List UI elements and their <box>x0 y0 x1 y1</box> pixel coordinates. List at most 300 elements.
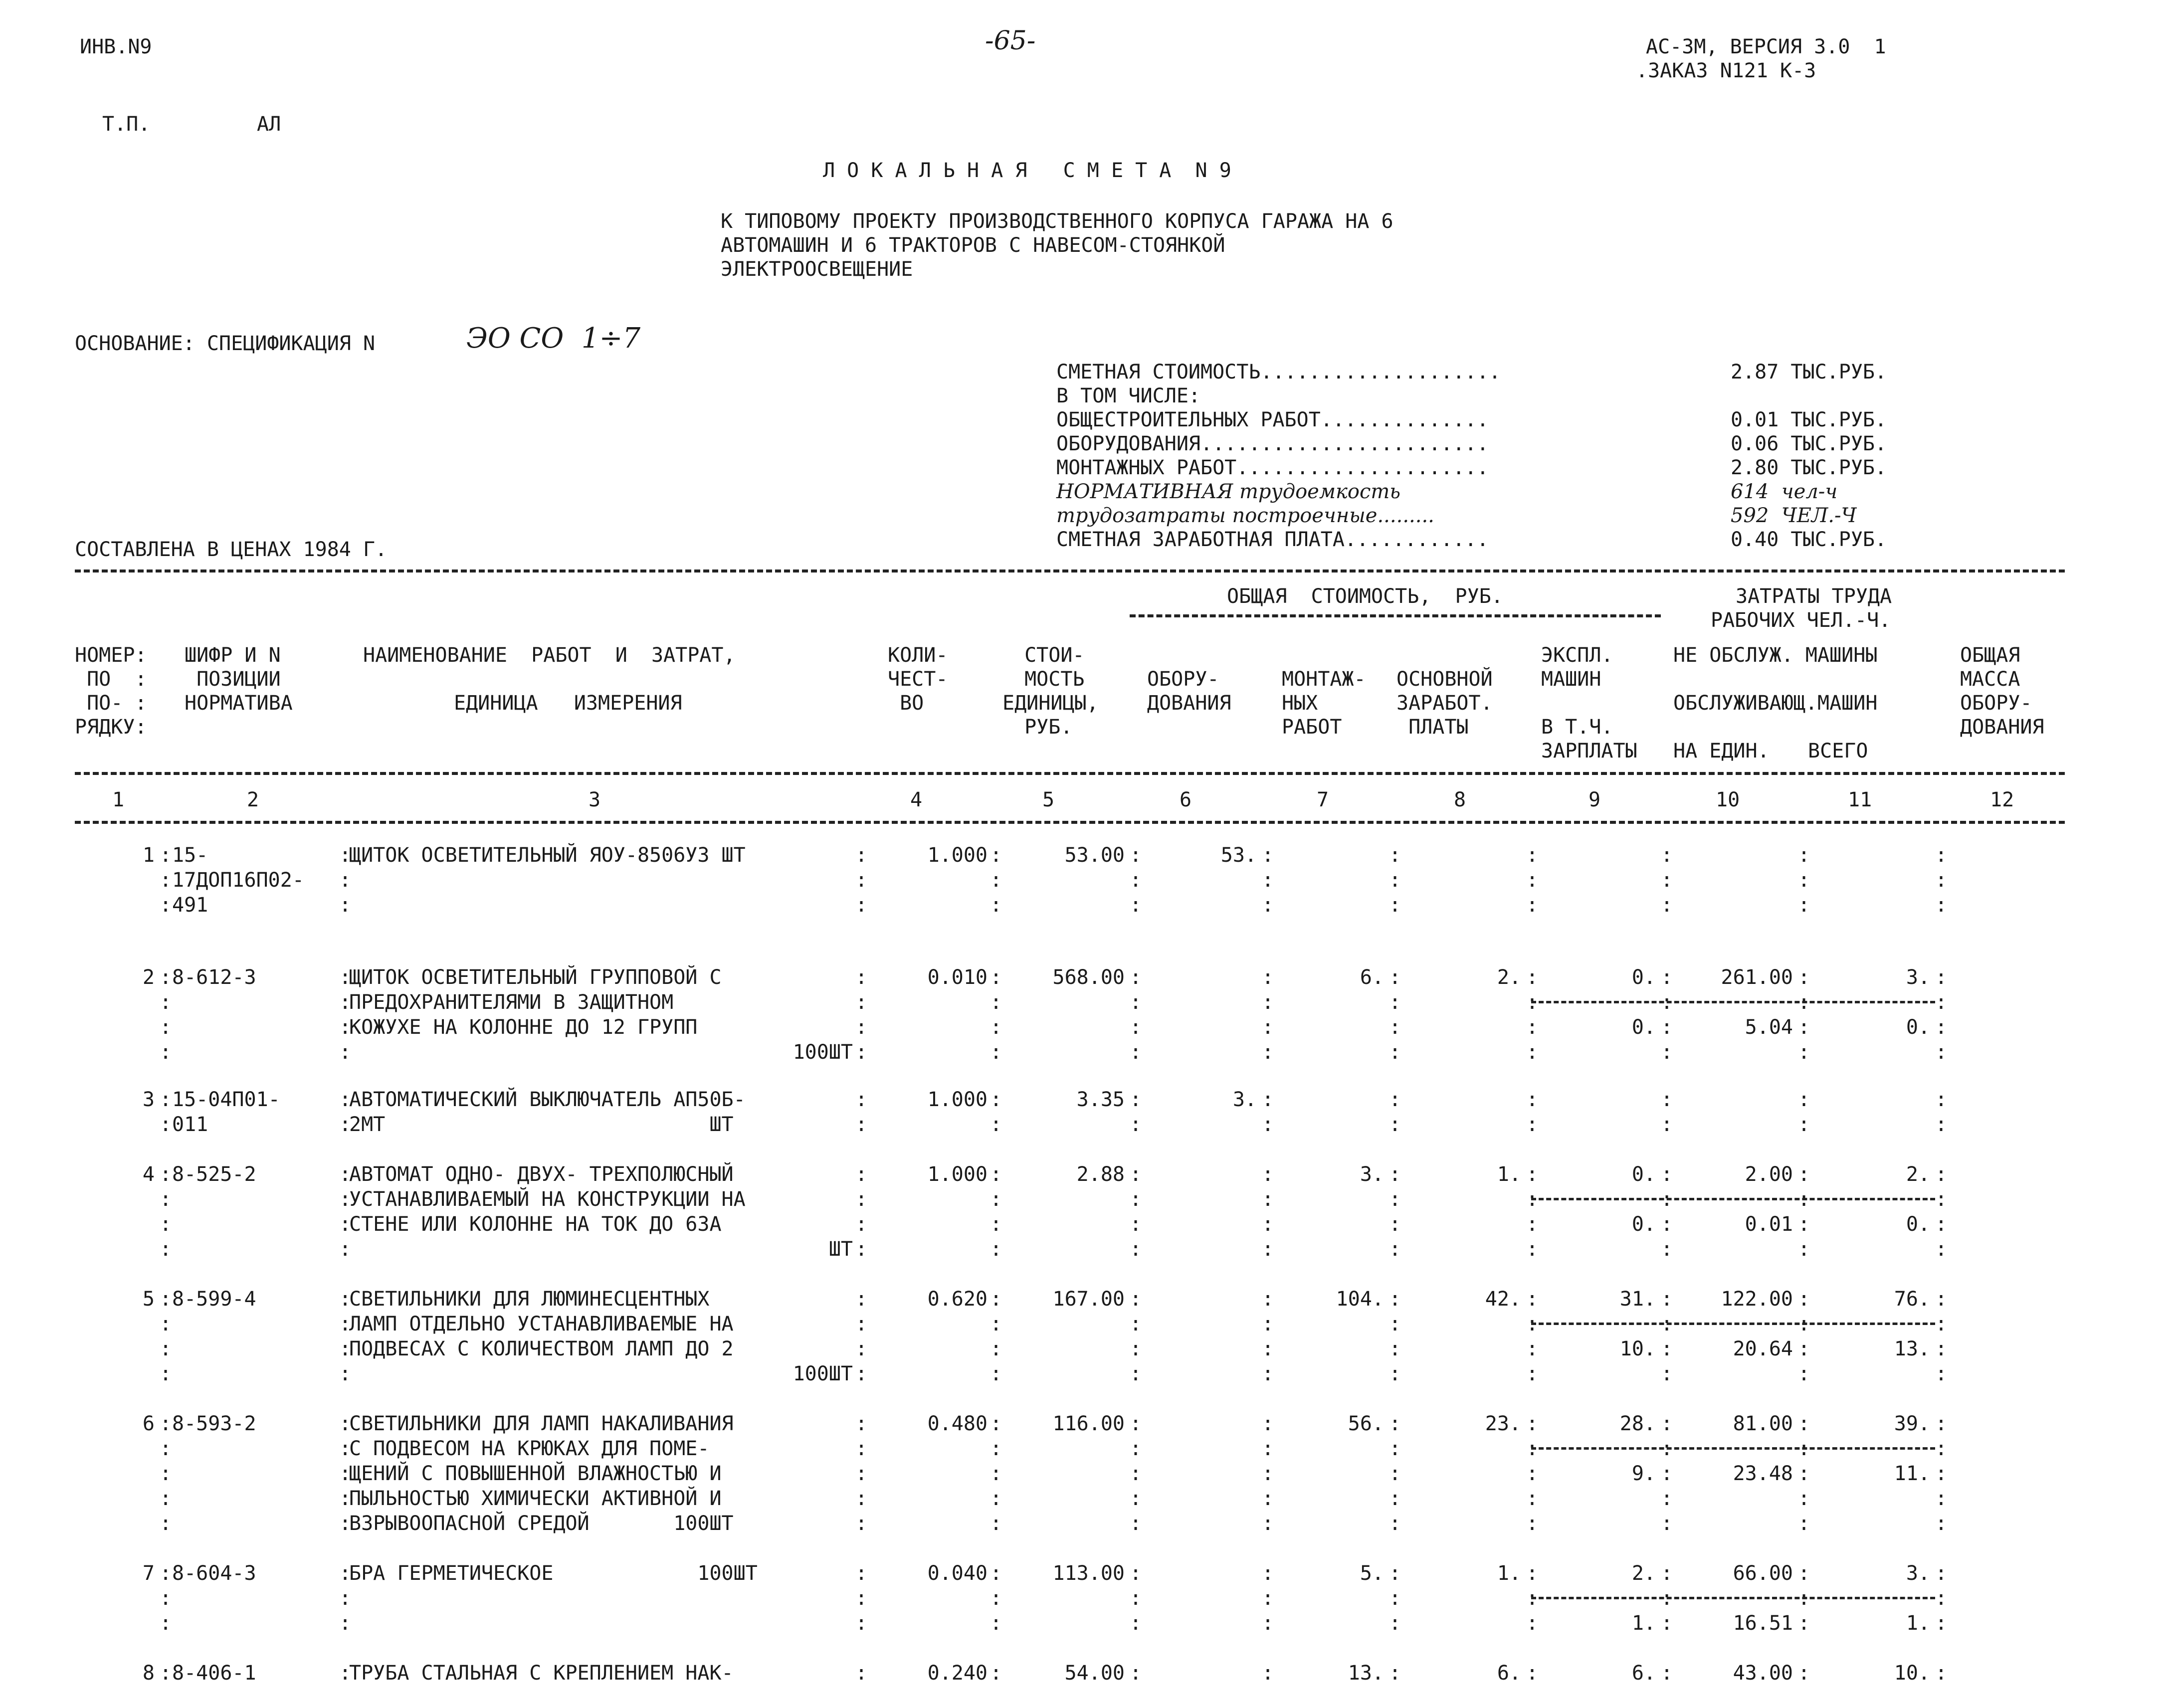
column-separator: : <box>1661 894 1673 917</box>
row-labor-unit: 2.00 <box>1745 1163 1793 1186</box>
column-separator: : <box>339 1238 352 1261</box>
column-separator: : <box>160 966 172 989</box>
column-separator: : <box>1661 1362 1673 1385</box>
summary-label: НОРМАТИВНАЯ трудоемкость <box>1056 480 1401 503</box>
row-labor-total: 3. <box>1906 966 1930 989</box>
column-separator: : <box>855 1412 868 1435</box>
column-separator: : <box>990 1412 1002 1435</box>
column-separator: : <box>160 1313 172 1335</box>
column-separator: : <box>1935 1462 1948 1485</box>
row-code: 491 <box>172 894 208 917</box>
column-separator: : <box>1661 1412 1673 1435</box>
col-mount-header: МОНТАЖ- <box>1282 668 1366 691</box>
row-code: 8-612-3 <box>172 966 256 989</box>
column-separator: : <box>160 1163 172 1186</box>
document-title: Л О К А Л Ь Н А Я С М Е Т А N 9 <box>823 159 1231 182</box>
subtotal-rule <box>1531 1323 1935 1325</box>
column-separator: : <box>160 1662 172 1685</box>
labor-nonmachine-header: НЕ ОБСЛУЖ. МАШИНЫ <box>1673 644 1878 667</box>
column-number: 3 <box>589 788 601 811</box>
column-separator: : <box>1130 869 1142 892</box>
column-separator: : <box>855 1016 868 1039</box>
row-machine-wage: 0. <box>1631 1016 1656 1039</box>
row-number: 4 <box>142 1163 155 1186</box>
inventory-number: ИНВ.N9 <box>80 35 152 58</box>
column-separator: : <box>339 1088 352 1111</box>
column-separator: : <box>1661 1337 1673 1360</box>
column-separator: : <box>1130 1662 1142 1685</box>
column-separator: : <box>1389 1041 1401 1064</box>
column-separator: : <box>1262 869 1274 892</box>
column-separator: : <box>1661 1088 1673 1111</box>
row-machine-cost: 0. <box>1631 1163 1656 1186</box>
row-quantity: 1.000 <box>927 1088 988 1111</box>
row-quantity: 0.620 <box>927 1288 988 1311</box>
column-separator: : <box>1130 1088 1142 1111</box>
labor-group-header: РАБОЧИХ ЧЕЛ.-Ч. <box>1711 609 1891 632</box>
column-separator: : <box>1130 1487 1142 1510</box>
row-number: 3 <box>142 1088 155 1111</box>
column-separator: : <box>1526 1487 1539 1510</box>
column-separator: : <box>855 1612 868 1635</box>
summary-value: 0.01 ТЫС.РУБ. <box>1731 408 1887 431</box>
column-separator: : <box>1389 1113 1401 1136</box>
row-base-wage: 1. <box>1497 1163 1521 1186</box>
column-separator: : <box>1526 869 1539 892</box>
column-separator: : <box>1262 991 1274 1014</box>
row-mounting-cost: 5. <box>1360 1562 1384 1585</box>
row-unit-price: 568.00 <box>1052 966 1125 989</box>
column-separator: : <box>990 1562 1002 1585</box>
row-mounting-cost: 6. <box>1360 966 1384 989</box>
column-separator: : <box>1389 1412 1401 1435</box>
row-name: ТРУБА СТАЛЬНАЯ С КРЕПЛЕНИЕМ НАК- <box>349 1662 734 1685</box>
column-separator: : <box>1935 1088 1948 1111</box>
row-machine-labor-total: 13. <box>1894 1337 1930 1360</box>
column-separator: : <box>1935 966 1948 989</box>
row-base-wage: 2. <box>1497 966 1521 989</box>
basis-handwritten: ЭО СО 1÷7 <box>466 322 641 355</box>
summary-value: 0.06 ТЫС.РУБ. <box>1731 432 1887 455</box>
column-separator: : <box>339 1288 352 1311</box>
col-code-header: НОРМАТИВА <box>185 692 293 715</box>
row-labor-unit: 122.00 <box>1721 1288 1793 1311</box>
subtotal-rule <box>1531 1597 1935 1599</box>
row-mounting-cost: 3. <box>1360 1163 1384 1186</box>
column-separator: : <box>1389 869 1401 892</box>
column-separator: : <box>1262 1016 1274 1039</box>
column-separator: : <box>855 1512 868 1535</box>
row-machine-labor-unit: 16.51 <box>1733 1612 1793 1635</box>
column-separator: : <box>1798 1088 1810 1111</box>
row-name: АВТОМАТ ОДНО- ДВУХ- ТРЕХПОЛЮСНЫЙ <box>349 1163 734 1186</box>
column-separator: : <box>1526 1337 1539 1360</box>
column-separator: : <box>990 1662 1002 1685</box>
column-separator: : <box>339 1041 352 1064</box>
row-machine-labor-unit: 5.04 <box>1745 1016 1793 1039</box>
system-version: АС-3М, ВЕРСИЯ 3.0 1 <box>1646 35 1886 58</box>
row-machine-wage: 10. <box>1619 1337 1656 1360</box>
column-separator: : <box>1661 1562 1673 1585</box>
column-separator: : <box>339 1163 352 1186</box>
column-separator: : <box>160 1337 172 1360</box>
column-separator: : <box>160 1562 172 1585</box>
column-separator: : <box>855 991 868 1014</box>
column-separator: : <box>990 1337 1002 1360</box>
column-separator: : <box>1798 894 1810 917</box>
column-separator: : <box>1661 1113 1673 1136</box>
column-separator: : <box>855 1041 868 1064</box>
column-separator: : <box>855 1188 868 1211</box>
column-separator: : <box>1935 1612 1948 1635</box>
row-name: СТЕНЕ ИЛИ КОЛОННЕ НА ТОК ДО 63А <box>349 1213 722 1236</box>
column-separator: : <box>1526 1213 1539 1236</box>
column-separator: : <box>1389 844 1401 867</box>
row-machine-cost: 2. <box>1631 1562 1656 1585</box>
column-separator: : <box>1661 1188 1673 1211</box>
column-separator: : <box>1935 1213 1948 1236</box>
column-separator: : <box>1262 1612 1274 1635</box>
column-separator: : <box>339 966 352 989</box>
column-separator: : <box>1262 1113 1274 1136</box>
column-separator: : <box>160 894 172 917</box>
column-number: 2 <box>247 788 259 811</box>
column-separator: : <box>990 1587 1002 1610</box>
column-separator: : <box>160 844 172 867</box>
row-labor-total: 39. <box>1894 1412 1930 1435</box>
row-name: КОЖУХЕ НА КОЛОННЕ ДО 12 ГРУПП <box>349 1016 698 1039</box>
row-labor-total: 10. <box>1894 1662 1930 1685</box>
column-number: 9 <box>1588 788 1601 811</box>
row-name: АВТОМАТИЧЕСКИЙ ВЫКЛЮЧАТЕЛЬ АП50Б- <box>349 1088 746 1111</box>
column-separator: : <box>855 1113 868 1136</box>
column-separator: : <box>339 1337 352 1360</box>
column-separator: : <box>1661 1238 1673 1261</box>
column-separator: : <box>990 1213 1002 1236</box>
column-separator: : <box>1526 1612 1539 1635</box>
row-base-wage: 1. <box>1497 1562 1521 1585</box>
column-separator: : <box>1389 991 1401 1014</box>
column-separator: : <box>1389 1437 1401 1460</box>
column-separator: : <box>1526 894 1539 917</box>
column-separator: : <box>1935 1238 1948 1261</box>
column-separator: : <box>1130 1437 1142 1460</box>
column-number: 12 <box>1990 788 2014 811</box>
column-separator: : <box>339 844 352 867</box>
column-separator: : <box>339 1512 352 1535</box>
col-mass-header: ОБОРУ- <box>1960 692 2032 715</box>
summary-value: 592 ЧЕЛ.-Ч <box>1731 504 1857 527</box>
row-quantity: 0.010 <box>927 966 988 989</box>
column-separator: : <box>1661 1213 1673 1236</box>
column-separator: : <box>1935 1412 1948 1435</box>
summary-value: 2.87 ТЫС.РУБ. <box>1731 361 1887 383</box>
row-machine-labor-total: 1. <box>1906 1612 1930 1635</box>
order-number: .ЗАКАЗ N121 К-3 <box>1636 59 1816 82</box>
column-separator: : <box>1798 1487 1810 1510</box>
column-separator: : <box>1935 894 1948 917</box>
row-machine-labor-unit: 20.64 <box>1733 1337 1793 1360</box>
subtotal-rule <box>1531 1447 1935 1450</box>
column-number: 11 <box>1848 788 1872 811</box>
column-separator: : <box>1798 966 1810 989</box>
col-machines-header: ЗАРПЛАТЫ <box>1541 740 1637 762</box>
column-separator: : <box>1661 1313 1673 1335</box>
column-separator: : <box>160 1188 172 1211</box>
subtitle-line-3: ЭЛЕКТРООСВЕЩЕНИЕ <box>721 258 913 281</box>
col-machines-header: ЭКСПЛ. <box>1541 644 1613 667</box>
column-separator: : <box>1130 1337 1142 1360</box>
summary-label: МОНТАЖНЫХ РАБОТ..................... <box>1056 456 1489 479</box>
column-separator: : <box>1798 869 1810 892</box>
column-separator: : <box>855 1362 868 1385</box>
column-separator: : <box>1935 1188 1948 1211</box>
column-separator: : <box>1526 1088 1539 1111</box>
row-name: БРА ГЕРМЕТИЧЕСКОЕ 100ШТ <box>349 1562 758 1585</box>
column-separator: : <box>1661 1612 1673 1635</box>
row-labor-total: 76. <box>1894 1288 1930 1311</box>
column-separator: : <box>1262 1437 1274 1460</box>
column-separator: : <box>1262 1512 1274 1535</box>
column-separator: : <box>339 1412 352 1435</box>
column-separator: : <box>990 1016 1002 1039</box>
column-separator: : <box>1130 1041 1142 1064</box>
col-number-header: РЯДКУ: <box>75 716 147 739</box>
column-separator: : <box>1798 1337 1810 1360</box>
summary-value: 614 чел-ч <box>1731 480 1838 503</box>
column-separator: : <box>1526 966 1539 989</box>
column-separator: : <box>1262 1213 1274 1236</box>
column-separator: : <box>160 1016 172 1039</box>
column-separator: : <box>1526 1163 1539 1186</box>
column-separator: : <box>1389 1313 1401 1335</box>
column-separator: : <box>1389 1662 1401 1685</box>
column-separator: : <box>1262 1587 1274 1610</box>
column-separator: : <box>1935 1288 1948 1311</box>
column-separator: : <box>1798 1213 1810 1236</box>
column-separator: : <box>1526 1562 1539 1585</box>
column-separator: : <box>855 1088 868 1111</box>
column-separator: : <box>339 1562 352 1585</box>
row-unit-price: 167.00 <box>1052 1288 1125 1311</box>
column-separator: : <box>1389 1188 1401 1211</box>
column-separator: : <box>1661 966 1673 989</box>
column-separator: : <box>160 1113 172 1136</box>
column-separator: : <box>855 844 868 867</box>
column-separator: : <box>1130 1313 1142 1335</box>
column-separator: : <box>1935 1016 1948 1039</box>
row-machine-cost: 6. <box>1631 1662 1656 1685</box>
column-separator: : <box>339 1213 352 1236</box>
column-separator: : <box>1661 1662 1673 1685</box>
row-unit-price: 2.88 <box>1076 1163 1125 1186</box>
row-labor-total: 2. <box>1906 1163 1930 1186</box>
column-separator: : <box>1935 1562 1948 1585</box>
col-wage-header: ОСНОВНОЙ <box>1396 668 1493 691</box>
row-machine-cost: 0. <box>1631 966 1656 989</box>
row-labor-unit: 66.00 <box>1733 1562 1793 1585</box>
column-separator: : <box>1262 1041 1274 1064</box>
column-separator: : <box>1661 844 1673 867</box>
basis-label: ОСНОВАНИЕ: СПЕЦИФИКАЦИЯ N <box>75 332 376 355</box>
column-number: 4 <box>910 788 923 811</box>
compiled-prices: СОСТАВЛЕНА В ЦЕНАХ 1984 Г. <box>75 538 388 561</box>
column-separator: : <box>1661 1163 1673 1186</box>
column-separator: : <box>855 1462 868 1485</box>
column-separator: : <box>855 966 868 989</box>
column-separator: : <box>1389 1487 1401 1510</box>
column-separator: : <box>1661 1587 1673 1610</box>
row-quantity: 0.480 <box>927 1412 988 1435</box>
column-separator: : <box>1935 1662 1948 1685</box>
column-separator: : <box>339 1612 352 1635</box>
row-number: 5 <box>142 1288 155 1311</box>
row-code: 15-04П01- <box>172 1088 280 1111</box>
tp-label: Т.П. <box>102 113 151 136</box>
row-unit: ШТ <box>828 1238 853 1261</box>
column-separator: : <box>855 1238 868 1261</box>
summary-label: В ТОМ ЧИСЛЕ: <box>1056 384 1200 407</box>
column-separator: : <box>1130 1188 1142 1211</box>
col-qty-header: ВО <box>888 692 924 715</box>
column-separator: : <box>1798 1163 1810 1186</box>
column-number: 6 <box>1180 788 1192 811</box>
row-unit: 100ШТ <box>792 1362 853 1385</box>
column-number: 1 <box>112 788 125 811</box>
subtitle-line-2: АВТОМАШИН И 6 ТРАКТОРОВ С НАВЕСОМ-СТОЯНКОЙ <box>721 234 1225 257</box>
column-separator: : <box>855 1662 868 1685</box>
column-separator: : <box>1262 1188 1274 1211</box>
column-separator: : <box>339 1487 352 1510</box>
column-separator: : <box>1262 1562 1274 1585</box>
column-separator: : <box>339 1188 352 1211</box>
row-machine-cost: 31. <box>1619 1288 1656 1311</box>
column-separator: : <box>1526 1188 1539 1211</box>
row-unit: 100ШТ <box>792 1041 853 1064</box>
column-separator: : <box>1935 1337 1948 1360</box>
column-separator: : <box>1389 1562 1401 1585</box>
column-separator: : <box>990 1512 1002 1535</box>
row-unit-price: 54.00 <box>1064 1662 1125 1685</box>
column-separator: : <box>160 1462 172 1485</box>
column-separator: : <box>1526 1238 1539 1261</box>
row-quantity: 0.240 <box>927 1662 988 1685</box>
column-separator: : <box>1389 1362 1401 1385</box>
column-separator: : <box>339 1313 352 1335</box>
row-number: 2 <box>142 966 155 989</box>
labor-machine-header: ОБСЛУЖИВАЮЩ.МАШИН <box>1673 692 1878 715</box>
column-separator: : <box>1389 1288 1401 1311</box>
column-separator: : <box>1798 1041 1810 1064</box>
column-separator: : <box>1130 1462 1142 1485</box>
row-machine-labor-total: 0. <box>1906 1016 1930 1039</box>
row-mounting-cost: 104. <box>1336 1288 1384 1311</box>
column-separator: : <box>1130 1362 1142 1385</box>
row-quantity: 0.040 <box>927 1562 988 1585</box>
column-separator: : <box>160 1587 172 1610</box>
column-separator: : <box>855 1337 868 1360</box>
column-separator: : <box>1130 1016 1142 1039</box>
column-separator: : <box>1661 1016 1673 1039</box>
col-price-header: СТОИ- <box>1012 644 1085 667</box>
col-mass-header: МАССА <box>1960 668 2020 691</box>
column-number: 8 <box>1454 788 1466 811</box>
summary-label: СМЕТНАЯ ЗАРАБОТНАЯ ПЛАТА............ <box>1056 528 1489 551</box>
row-mounting-cost: 56. <box>1348 1412 1384 1435</box>
column-separator: : <box>1389 1238 1401 1261</box>
column-separator: : <box>160 1238 172 1261</box>
column-separator: : <box>1526 1462 1539 1485</box>
column-separator: : <box>1798 1562 1810 1585</box>
row-code: 8-593-2 <box>172 1412 256 1435</box>
column-separator: : <box>1389 1462 1401 1485</box>
col-number-header: ПО- : <box>75 692 147 715</box>
column-separator: : <box>1798 991 1810 1014</box>
column-separator: : <box>1526 844 1539 867</box>
column-separator: : <box>1661 1512 1673 1535</box>
row-unit-price: 3.35 <box>1076 1088 1125 1111</box>
row-unit-price: 53.00 <box>1064 844 1125 867</box>
column-separator: : <box>1262 966 1274 989</box>
column-separator: : <box>1389 1163 1401 1186</box>
row-code: 8-604-3 <box>172 1562 256 1585</box>
column-separator: : <box>1526 991 1539 1014</box>
col-equip-header: ОБОРУ- <box>1147 668 1219 691</box>
col-equip-header: ДОВАНИЯ <box>1147 692 1231 715</box>
col-machines-header: В Т.Ч. <box>1541 716 1613 739</box>
column-separator: : <box>339 1437 352 1460</box>
column-separator: : <box>1935 1113 1948 1136</box>
row-code: 011 <box>172 1113 208 1136</box>
column-separator: : <box>1526 1016 1539 1039</box>
column-separator: : <box>1935 1437 1948 1460</box>
labor-unit-header: НА ЕДИН. <box>1673 740 1770 762</box>
column-separator: : <box>1130 1288 1142 1311</box>
column-separator: : <box>1661 1437 1673 1460</box>
subtitle-line-1: К ТИПОВОМУ ПРОЕКТУ ПРОИЗВОДСТВЕННОГО КОРПУСА ГАРАЖА НА 6 <box>721 210 1393 233</box>
column-separator: : <box>855 1487 868 1510</box>
column-separator: : <box>1798 1437 1810 1460</box>
column-separator: : <box>1798 1113 1810 1136</box>
summary-value: 2.80 ТЫС.РУБ. <box>1731 456 1887 479</box>
subtotal-rule <box>1531 1198 1935 1200</box>
summary-value: 0.40 ТЫС.РУБ. <box>1731 528 1887 551</box>
row-code: 15- <box>172 844 208 867</box>
row-machine-labor-total: 0. <box>1906 1213 1930 1236</box>
column-separator: : <box>1130 1562 1142 1585</box>
row-machine-wage: 9. <box>1631 1462 1656 1485</box>
row-code: 8-406-1 <box>172 1662 256 1685</box>
row-mounting-cost: 13. <box>1348 1662 1384 1685</box>
column-separator: : <box>1262 1487 1274 1510</box>
column-separator: : <box>1798 1313 1810 1335</box>
row-quantity: 1.000 <box>927 844 988 867</box>
row-machine-labor-unit: 23.48 <box>1733 1462 1793 1485</box>
row-machine-cost: 28. <box>1619 1412 1656 1435</box>
subtotal-rule <box>1531 1001 1935 1003</box>
column-separator: : <box>855 1587 868 1610</box>
column-separator: : <box>160 869 172 892</box>
row-unit-price: 116.00 <box>1052 1412 1125 1435</box>
row-name: ЩЕНИЙ С ПОВЫШЕННОЙ ВЛАЖНОСТЬЮ И <box>349 1462 722 1485</box>
row-name: ЩИТОК ОСВЕТИТЕЛЬНЫЙ ЯОУ-8506У3 ШТ <box>349 844 746 867</box>
column-separator: : <box>1262 1362 1274 1385</box>
summary-label: ОБОРУДОВАНИЯ........................ <box>1056 432 1489 455</box>
cost-group-header: ОБЩАЯ СТОИМОСТЬ, РУБ. <box>1227 585 1503 608</box>
column-separator: : <box>855 1437 868 1460</box>
column-separator: : <box>1935 869 1948 892</box>
row-machine-labor-total: 11. <box>1894 1462 1930 1485</box>
